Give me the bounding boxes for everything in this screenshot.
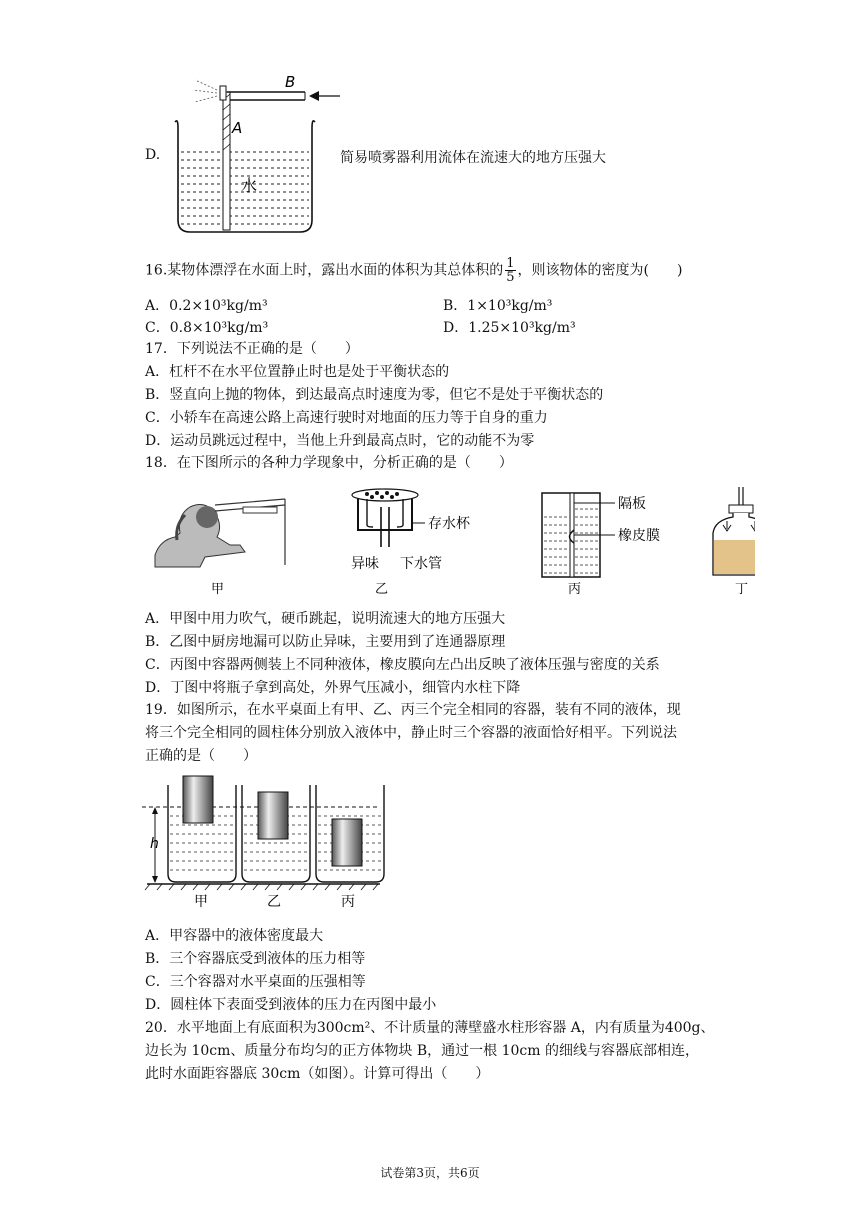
fig-label-water: 水 <box>241 176 258 195</box>
q17-option-a[interactable]: A．杠杆不在水平位置静止时也是处于平衡状态的 <box>145 364 450 380</box>
q20-stem-line-3: 此时水面距容器底 30cm（如图）。计算可得出（ ） <box>145 1066 490 1082</box>
figure-ding <box>713 487 755 597</box>
q16-option-b[interactable]: B．1×10³kg/m³ <box>443 298 553 314</box>
label-yi: 乙 <box>375 582 389 597</box>
label-yiwei: 异味 <box>351 556 379 572</box>
q18-figures <box>145 485 755 600</box>
q18-stem: 18．在下图所示的各种力学现象中，分析正确的是（ ） <box>145 455 513 471</box>
figure-bing <box>542 493 660 597</box>
q20-stem-line-1: 20．水平地面上有底面积为300cm²、不计质量的薄壁盛水柱形容器 A，内有质量为400g、 <box>145 1020 715 1036</box>
q19-stem-line-2: 将三个完全相同的圆柱体分别放入液体中，静止时三个容器的液面恰好相平。下列说法 <box>145 725 677 741</box>
q18-option-a[interactable]: A．甲图中用力吹气，硬币跳起，说明流速大的地方压强大 <box>145 611 506 627</box>
q15-option-d-label: D. <box>145 147 161 163</box>
q18-option-d[interactable]: D．丁图中将瓶子拿到高处，外界气压减小，细管内水柱下降 <box>145 680 521 696</box>
q16-stem-tail: ，则该物体的密度为( ) <box>517 262 683 279</box>
label-yi: 乙 <box>267 894 281 910</box>
q17-option-b[interactable]: B．竖直向上抛的物体，到达最高点时速度为零，但它不是处于平衡状态的 <box>145 387 604 403</box>
q16-stem <box>145 257 682 284</box>
fig-label-b: B <box>285 73 296 91</box>
label-bing: 丙 <box>341 894 355 910</box>
q19-option-c[interactable]: C．三个容器对水平桌面的压强相等 <box>145 974 366 990</box>
q19-option-a[interactable]: A．甲容器中的液体密度最大 <box>145 928 324 944</box>
frac-numerator: 1 <box>506 256 515 271</box>
q19-figure <box>142 770 392 910</box>
q19-option-d[interactable]: D．圆柱体下表面受到液体的压力在丙图中最小 <box>145 997 437 1013</box>
q19-option-b[interactable]: B．三个容器底受到液体的压力相等 <box>145 951 366 967</box>
q16-option-a[interactable]: A．0.2×10³kg/m³ <box>145 298 268 314</box>
frac-denominator: 5 <box>506 270 515 285</box>
q20-stem-line-2: 边长为 10cm、质量分布均匀的正方体物块 B，通过一根 10cm 的细线与容器底部相连， <box>145 1043 699 1059</box>
label-jia: 甲 <box>194 894 208 910</box>
figure-yi <box>351 489 471 597</box>
label-bing: 丙 <box>568 582 582 597</box>
label-ding: 丁 <box>735 582 749 597</box>
q18-option-c[interactable]: C．丙图中容器两侧装上不同种液体，橡皮膜向左凸出反映了液体压强与密度的关系 <box>145 657 660 673</box>
q16-option-d[interactable]: D．1.25×10³kg/m³ <box>443 320 576 336</box>
q17-option-c[interactable]: C．小轿车在高速公路上高速行驶时对地面的压力等于自身的重力 <box>145 410 548 426</box>
q16-option-c[interactable]: C．0.8×10³kg/m³ <box>145 320 269 336</box>
label-xiangpimo: 橡皮膜 <box>618 528 660 544</box>
label-jia: 甲 <box>211 582 225 597</box>
label-h: h <box>150 836 159 852</box>
sprayer-figure <box>165 70 345 245</box>
label-xiashuiguan: 下水管 <box>400 556 442 572</box>
q19-stem-line-3: 正确的是（ ） <box>145 748 257 764</box>
label-cunshuibei: 存水杯 <box>428 516 470 532</box>
q15-option-d-text: 简易喷雾器利用流体在流速大的地方压强大 <box>340 150 606 166</box>
fig-label-a: A <box>232 119 243 137</box>
page-footer: 试卷第3页，共6页 <box>380 1166 480 1180</box>
q18-option-b[interactable]: B．乙图中厨房地漏可以防止异味，主要用到了连通器原理 <box>145 634 506 650</box>
q19-stem-line-1: 19．如图所示，在水平桌面上有甲、乙、丙三个完全相同的容器，装有不同的液体，现 <box>145 702 681 718</box>
q17-option-d[interactable]: D．运动员跳远过程中，当他上升到最高点时，它的动能不为零 <box>145 433 535 449</box>
q17-stem: 17．下列说法不正确的是（ ） <box>145 341 359 357</box>
label-geban: 隔板 <box>618 496 646 512</box>
fraction <box>505 257 515 284</box>
figure-jia <box>155 499 285 597</box>
q16-stem-text: 16.某物体漂浮在水面上时，露出水面的体积为其总体积的 <box>145 262 504 279</box>
